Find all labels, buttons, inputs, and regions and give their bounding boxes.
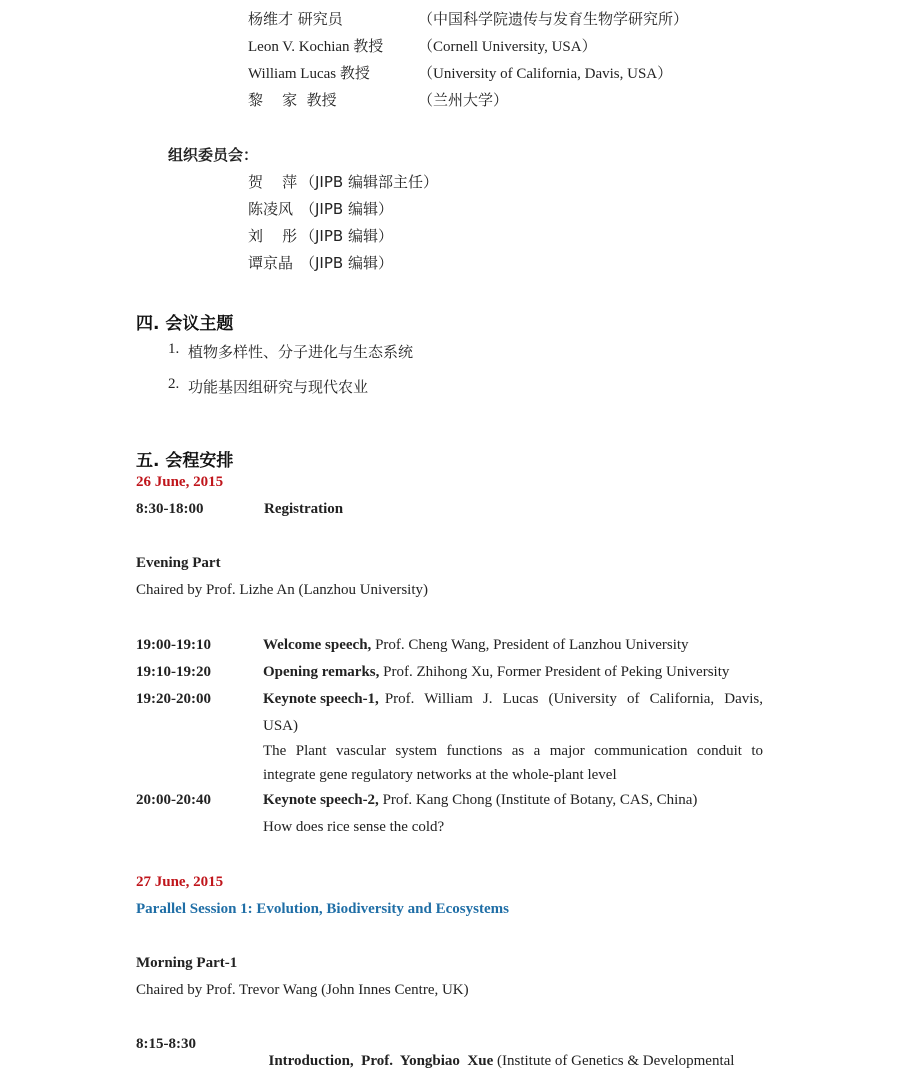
schedule-entry-detail: Prof. Kang Chong (Institute of Botany, CAS, China) bbox=[378, 792, 698, 808]
committee-member-role: （JIPB 编辑） bbox=[300, 200, 393, 218]
registration-label: Registration bbox=[264, 501, 344, 517]
evening-chair: Chaired by Prof. Lizhe An (Lanzhou University) bbox=[136, 582, 429, 598]
schedule-entry bbox=[263, 792, 697, 809]
schedule-time: 19:10-19:20 bbox=[136, 664, 211, 680]
advisor-name: Leon V. Kochian 教授 bbox=[248, 39, 384, 55]
day1-date: 26 June, 2015 bbox=[136, 474, 224, 490]
schedule-entry bbox=[263, 691, 763, 708]
advisor-affiliation: （中国科学院遗传与发育生物学研究所） bbox=[418, 10, 689, 28]
schedule-entry bbox=[261, 1036, 734, 1070]
schedule-entry-detail: Prof. William J. Lucas (University of California, Davis, bbox=[384, 691, 763, 707]
schedule-time: 19:20-20:00 bbox=[136, 691, 211, 707]
talk-title-cont: integrate gene regulatory networks at the whole-plant level bbox=[263, 767, 617, 783]
committee-member-name: 刘 彤 bbox=[248, 227, 298, 245]
schedule-time: 20:00-20:40 bbox=[136, 792, 211, 808]
advisor-name: 杨维才 研究员 bbox=[248, 10, 343, 28]
schedule-entry-detail: Prof. Cheng Wang, President of Lanzhou University bbox=[371, 637, 689, 653]
topic-number: 1. bbox=[168, 341, 180, 357]
talk-title: How does rice sense the cold? bbox=[263, 819, 445, 835]
schedule-entry-detail-cont: USA) bbox=[263, 718, 299, 734]
schedule-entry-title: Keynote speech-2, bbox=[263, 792, 379, 808]
evening-part-title: Evening Part bbox=[136, 555, 221, 571]
section-title-schedule: 五. 会程安排 bbox=[136, 451, 234, 471]
schedule-entry bbox=[263, 664, 729, 681]
advisor-name: 黎 家 教授 bbox=[248, 91, 337, 109]
day2-date: 27 June, 2015 bbox=[136, 874, 224, 890]
topic-text: 功能基因组研究与现代农业 bbox=[188, 378, 369, 396]
organizing-committee-heading: 组织委员会： bbox=[168, 146, 259, 164]
topic-text: 植物多样性、分子进化与生态系统 bbox=[188, 343, 414, 361]
section-title-themes: 四. 会议主题 bbox=[136, 314, 234, 334]
registration-time: 8:30-18:00 bbox=[136, 501, 204, 517]
schedule-entry-title: Opening remarks, bbox=[263, 664, 380, 680]
morning-part-title: Morning Part-1 bbox=[136, 955, 238, 971]
committee-member-name: 谭京晶 bbox=[248, 254, 294, 272]
committee-member-role: （JIPB 编辑） bbox=[300, 227, 393, 245]
advisor-affiliation: （兰州大学） bbox=[418, 91, 509, 109]
advisor-affiliation: （University of California, Davis, USA） bbox=[418, 66, 673, 82]
parallel-session-title: Parallel Session 1: Evolution, Biodiversity and Ecosystems bbox=[136, 901, 509, 917]
advisor-affiliation: （Cornell University, USA） bbox=[418, 39, 597, 55]
schedule-entry-detail: (Institute of Genetics & Developmental bbox=[493, 1053, 735, 1069]
schedule-entry-detail: Prof. Zhihong Xu, Former President of Peking University bbox=[379, 664, 730, 680]
committee-member-name: 陈凌风 bbox=[248, 200, 294, 218]
schedule-entry bbox=[263, 637, 689, 654]
advisor-name: William Lucas 教授 bbox=[248, 66, 370, 82]
schedule-entry-title: Introduction, Prof. Yongbiao Xue bbox=[268, 1053, 494, 1069]
topic-number: 2. bbox=[168, 376, 180, 392]
schedule-entry-title: Welcome speech, bbox=[263, 637, 372, 653]
committee-member-role: （JIPB 编辑部主任） bbox=[300, 173, 438, 191]
committee-member-name: 贺 萍 bbox=[248, 173, 298, 191]
talk-title: The Plant vascular system functions as a major communication conduit to bbox=[263, 743, 763, 759]
morning-chair: Chaired by Prof. Trevor Wang (John Innes Centre, UK) bbox=[136, 982, 469, 998]
schedule-entry-title: Keynote speech-1, bbox=[263, 691, 379, 707]
schedule-time: 19:00-19:10 bbox=[136, 637, 211, 653]
schedule-time: 8:15-8:30 bbox=[136, 1036, 196, 1052]
committee-member-role: （JIPB 编辑） bbox=[300, 254, 393, 272]
